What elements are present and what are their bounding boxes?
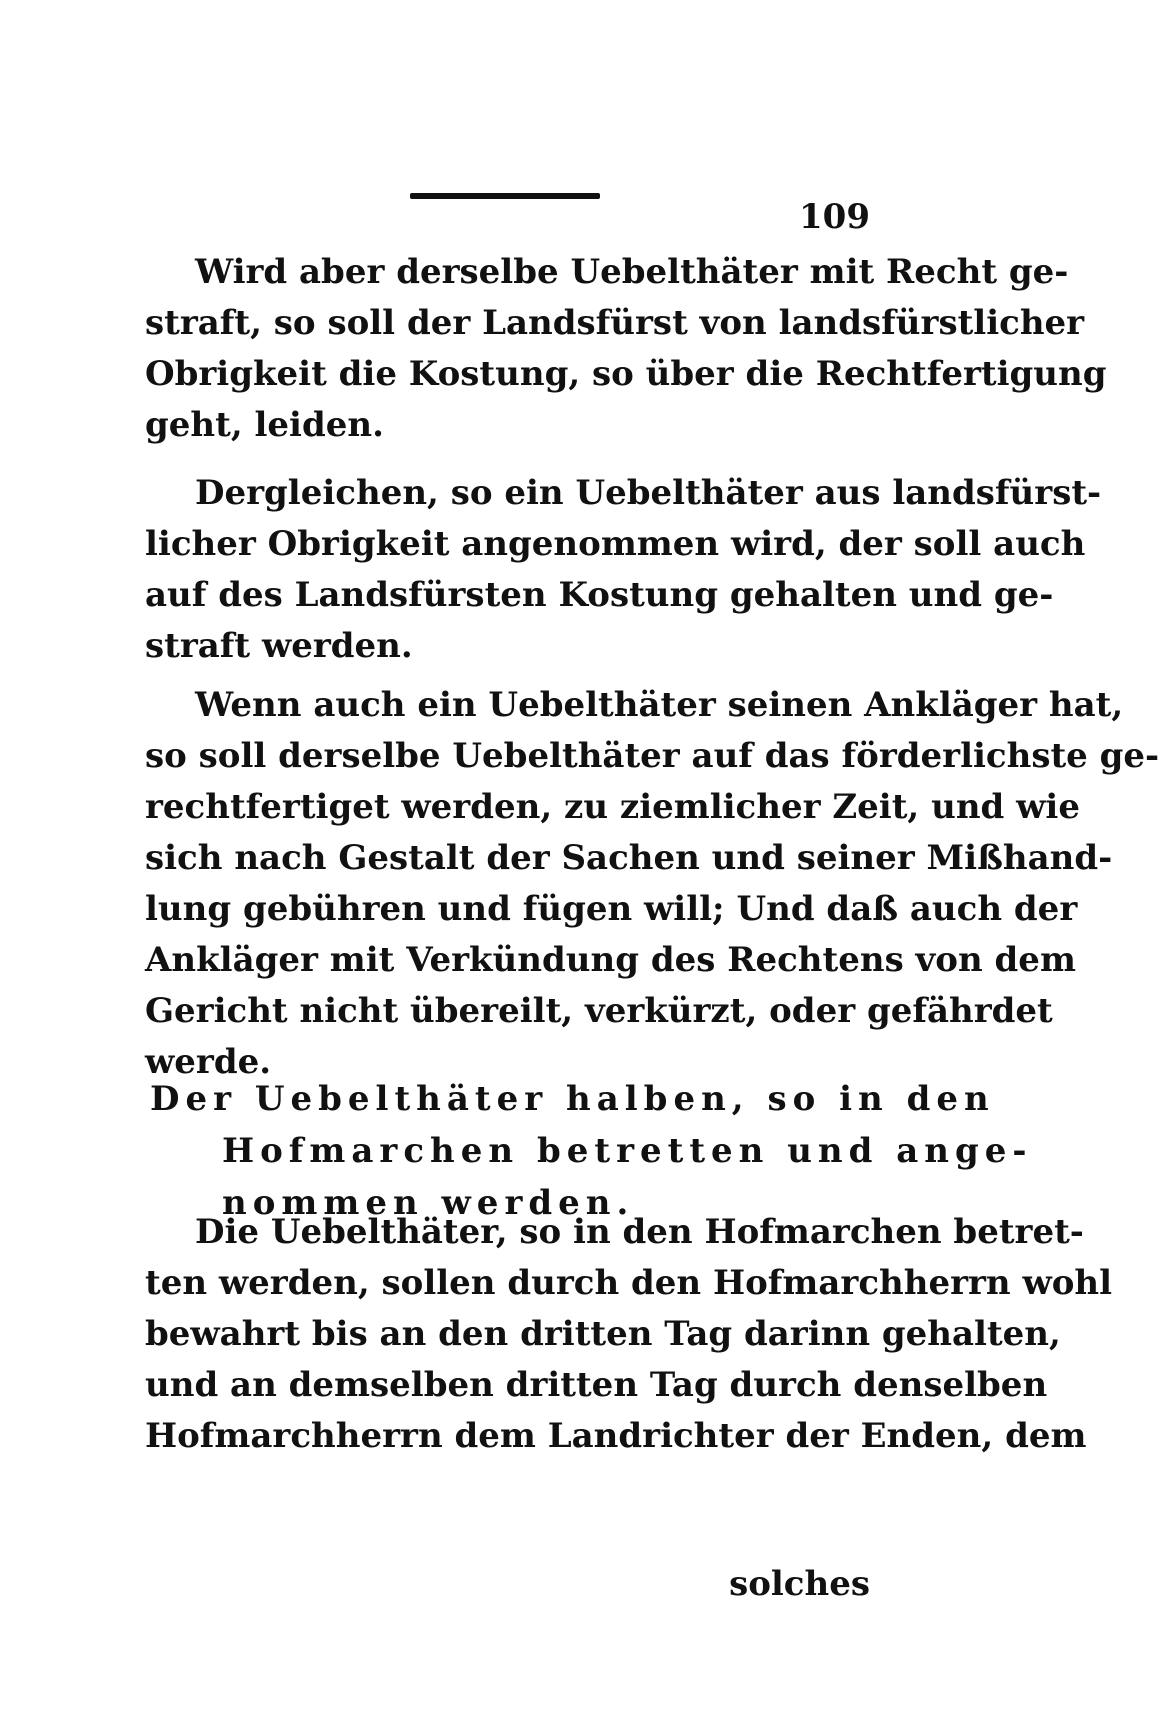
- heading-line: Hofmarchen betretten und ange-: [222, 1131, 1033, 1171]
- paragraph-line: auf des Landsfürsten Kostung gehalten und ge-: [145, 575, 1054, 615]
- paragraph-line: straft werden.: [145, 626, 413, 666]
- header-rule: [410, 193, 600, 199]
- catchword: solches: [729, 1564, 870, 1604]
- paragraph-line: sich nach Gestalt der Sachen und seiner Mißhand-: [145, 838, 1113, 878]
- paragraph-line: Wenn auch ein Uebelthäter seinen Ankläger hat,: [195, 685, 1124, 725]
- page-number: 109: [799, 197, 870, 237]
- paragraph-2: [145, 468, 1102, 672]
- paragraph-line: ten werden, sollen durch den Hofmarchherrn wohl: [145, 1263, 1113, 1303]
- paragraph-line: Hofmarchherrn dem Landrichter der Enden, dem: [145, 1416, 1087, 1456]
- paragraph-line: rechtfertiget werden, zu ziemlicher Zeit, und wie: [145, 787, 1080, 827]
- paragraph-line: Die Uebelthäter, so in den Hofmarchen betret-: [195, 1212, 1084, 1252]
- paragraph-line: Gericht nicht übereilt, verkürzt, oder gefährdet: [145, 991, 1053, 1031]
- paragraph-3: [145, 680, 1159, 1088]
- paragraph-line: Dergleichen, so ein Uebelthäter aus landsfürst-: [195, 473, 1102, 513]
- paragraph-line: so soll derselbe Uebelthäter auf das förderlichste ge-: [145, 736, 1159, 776]
- section-body: [145, 1207, 1113, 1462]
- paragraph-line: werde.: [145, 1042, 272, 1082]
- paragraph-line: und an demselben dritten Tag durch denselben: [145, 1365, 1048, 1405]
- heading-line: nommen werden.: [222, 1183, 635, 1223]
- paragraph-line: Wird aber derselbe Uebelthäter mit Recht ge-: [195, 252, 1069, 292]
- heading-line: Der Uebelthäter halben, so in den: [150, 1079, 995, 1119]
- paragraph-line: Ankläger mit Verkündung des Rechtens von dem: [145, 940, 1076, 980]
- paragraph-line: lung gebühren und fügen will; Und daß auch der: [145, 889, 1078, 929]
- paragraph-line: geht, leiden.: [145, 405, 384, 445]
- section-heading: [150, 1073, 1033, 1229]
- paragraph-line: straft, so soll der Landsfürst von landsfürstlicher: [145, 303, 1085, 343]
- paragraph-1: [145, 247, 1107, 451]
- paragraph-line: licher Obrigkeit angenommen wird, der soll auch: [145, 524, 1086, 564]
- paragraph-line: Obrigkeit die Kostung, so über die Rechtfertigung: [145, 354, 1107, 394]
- paragraph-line: bewahrt bis an den dritten Tag darinn gehalten,: [145, 1314, 1061, 1354]
